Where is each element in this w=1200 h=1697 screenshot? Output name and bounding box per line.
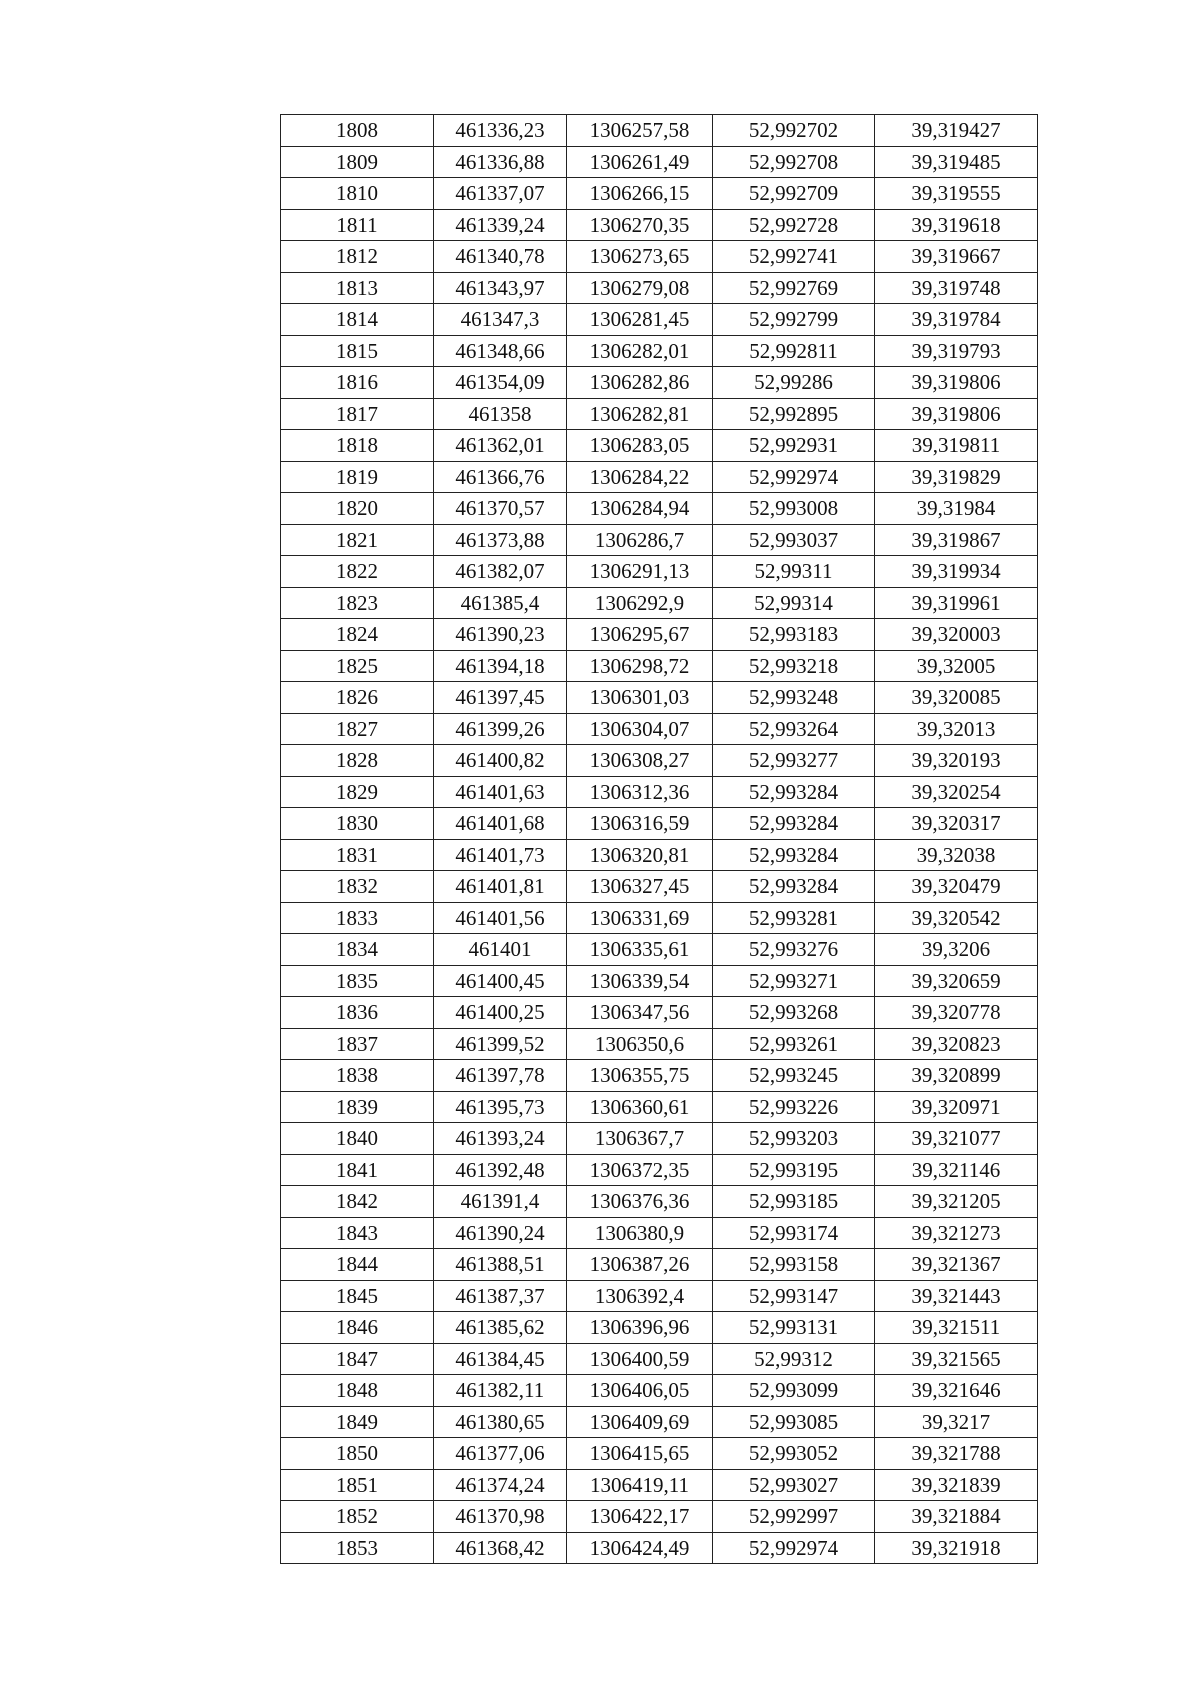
point-number-cell: 1830 — [281, 808, 434, 840]
x-coordinate-cell: 461397,78 — [434, 1060, 567, 1092]
y-coordinate-cell: 1306320,81 — [567, 839, 713, 871]
x-coordinate-cell: 461347,3 — [434, 304, 567, 336]
y-coordinate-cell: 1306387,26 — [567, 1249, 713, 1281]
longitude-cell: 39,32038 — [875, 839, 1038, 871]
latitude-cell: 52,993185 — [713, 1186, 875, 1218]
x-coordinate-cell: 461401,73 — [434, 839, 567, 871]
x-coordinate-cell: 461374,24 — [434, 1469, 567, 1501]
longitude-cell: 39,320542 — [875, 902, 1038, 934]
table-row — [281, 871, 1038, 903]
point-number-cell: 1843 — [281, 1217, 434, 1249]
point-number-cell: 1816 — [281, 367, 434, 399]
longitude-cell: 39,3217 — [875, 1406, 1038, 1438]
point-number-cell: 1840 — [281, 1123, 434, 1155]
x-coordinate-cell: 461339,24 — [434, 209, 567, 241]
longitude-cell: 39,319748 — [875, 272, 1038, 304]
longitude-cell: 39,319806 — [875, 398, 1038, 430]
y-coordinate-cell: 1306331,69 — [567, 902, 713, 934]
x-coordinate-cell: 461343,97 — [434, 272, 567, 304]
latitude-cell: 52,993277 — [713, 745, 875, 777]
table-row — [281, 524, 1038, 556]
x-coordinate-cell: 461401 — [434, 934, 567, 966]
point-number-cell: 1823 — [281, 587, 434, 619]
longitude-cell: 39,321884 — [875, 1501, 1038, 1533]
latitude-cell: 52,992997 — [713, 1501, 875, 1533]
point-number-cell: 1833 — [281, 902, 434, 934]
x-coordinate-cell: 461366,76 — [434, 461, 567, 493]
longitude-cell: 39,32005 — [875, 650, 1038, 682]
table-row — [281, 367, 1038, 399]
point-number-cell: 1838 — [281, 1060, 434, 1092]
longitude-cell: 39,321918 — [875, 1532, 1038, 1564]
x-coordinate-cell: 461393,24 — [434, 1123, 567, 1155]
longitude-cell: 39,320971 — [875, 1091, 1038, 1123]
longitude-cell: 39,320003 — [875, 619, 1038, 651]
coordinates-table — [280, 114, 1038, 1564]
longitude-cell: 39,319934 — [875, 556, 1038, 588]
point-number-cell: 1839 — [281, 1091, 434, 1123]
point-number-cell: 1814 — [281, 304, 434, 336]
x-coordinate-cell: 461395,73 — [434, 1091, 567, 1123]
y-coordinate-cell: 1306380,9 — [567, 1217, 713, 1249]
table-row — [281, 272, 1038, 304]
table-row — [281, 650, 1038, 682]
table-row — [281, 209, 1038, 241]
point-number-cell: 1818 — [281, 430, 434, 462]
latitude-cell: 52,993027 — [713, 1469, 875, 1501]
latitude-cell: 52,993248 — [713, 682, 875, 714]
latitude-cell: 52,99314 — [713, 587, 875, 619]
y-coordinate-cell: 1306327,45 — [567, 871, 713, 903]
longitude-cell: 39,3206 — [875, 934, 1038, 966]
y-coordinate-cell: 1306347,56 — [567, 997, 713, 1029]
y-coordinate-cell: 1306284,22 — [567, 461, 713, 493]
latitude-cell: 52,993158 — [713, 1249, 875, 1281]
longitude-cell: 39,319618 — [875, 209, 1038, 241]
table-row — [281, 776, 1038, 808]
table-row — [281, 1312, 1038, 1344]
table-row — [281, 1060, 1038, 1092]
point-number-cell: 1848 — [281, 1375, 434, 1407]
table-row — [281, 430, 1038, 462]
longitude-cell: 39,319555 — [875, 178, 1038, 210]
table-row — [281, 619, 1038, 651]
latitude-cell: 52,99286 — [713, 367, 875, 399]
x-coordinate-cell: 461388,51 — [434, 1249, 567, 1281]
y-coordinate-cell: 1306424,49 — [567, 1532, 713, 1564]
longitude-cell: 39,319793 — [875, 335, 1038, 367]
y-coordinate-cell: 1306312,36 — [567, 776, 713, 808]
table-row — [281, 902, 1038, 934]
table-row — [281, 241, 1038, 273]
x-coordinate-cell: 461390,23 — [434, 619, 567, 651]
x-coordinate-cell: 461401,68 — [434, 808, 567, 840]
table-row — [281, 178, 1038, 210]
x-coordinate-cell: 461370,57 — [434, 493, 567, 525]
y-coordinate-cell: 1306396,96 — [567, 1312, 713, 1344]
x-coordinate-cell: 461358 — [434, 398, 567, 430]
point-number-cell: 1835 — [281, 965, 434, 997]
y-coordinate-cell: 1306422,17 — [567, 1501, 713, 1533]
table-row — [281, 808, 1038, 840]
latitude-cell: 52,992974 — [713, 461, 875, 493]
x-coordinate-cell: 461336,23 — [434, 115, 567, 147]
x-coordinate-cell: 461380,65 — [434, 1406, 567, 1438]
table-row — [281, 493, 1038, 525]
y-coordinate-cell: 1306406,05 — [567, 1375, 713, 1407]
latitude-cell: 52,992895 — [713, 398, 875, 430]
latitude-cell: 52,993271 — [713, 965, 875, 997]
table-row — [281, 1438, 1038, 1470]
longitude-cell: 39,320479 — [875, 871, 1038, 903]
longitude-cell: 39,320317 — [875, 808, 1038, 840]
point-number-cell: 1853 — [281, 1532, 434, 1564]
y-coordinate-cell: 1306409,69 — [567, 1406, 713, 1438]
latitude-cell: 52,993284 — [713, 839, 875, 871]
table-row — [281, 1469, 1038, 1501]
longitude-cell: 39,319427 — [875, 115, 1038, 147]
longitude-cell: 39,321565 — [875, 1343, 1038, 1375]
x-coordinate-cell: 461401,63 — [434, 776, 567, 808]
x-coordinate-cell: 461399,26 — [434, 713, 567, 745]
x-coordinate-cell: 461400,82 — [434, 745, 567, 777]
longitude-cell: 39,319961 — [875, 587, 1038, 619]
longitude-cell: 39,320254 — [875, 776, 1038, 808]
latitude-cell: 52,993085 — [713, 1406, 875, 1438]
point-number-cell: 1809 — [281, 146, 434, 178]
x-coordinate-cell: 461340,78 — [434, 241, 567, 273]
y-coordinate-cell: 1306270,35 — [567, 209, 713, 241]
latitude-cell: 52,993131 — [713, 1312, 875, 1344]
point-number-cell: 1836 — [281, 997, 434, 1029]
table-row — [281, 1186, 1038, 1218]
x-coordinate-cell: 461391,4 — [434, 1186, 567, 1218]
y-coordinate-cell: 1306376,36 — [567, 1186, 713, 1218]
latitude-cell: 52,993218 — [713, 650, 875, 682]
y-coordinate-cell: 1306301,03 — [567, 682, 713, 714]
longitude-cell: 39,319829 — [875, 461, 1038, 493]
latitude-cell: 52,993284 — [713, 871, 875, 903]
longitude-cell: 39,321273 — [875, 1217, 1038, 1249]
latitude-cell: 52,993268 — [713, 997, 875, 1029]
y-coordinate-cell: 1306281,45 — [567, 304, 713, 336]
x-coordinate-cell: 461390,24 — [434, 1217, 567, 1249]
point-number-cell: 1815 — [281, 335, 434, 367]
table-row — [281, 1280, 1038, 1312]
table-row — [281, 556, 1038, 588]
x-coordinate-cell: 461382,11 — [434, 1375, 567, 1407]
latitude-cell: 52,993147 — [713, 1280, 875, 1312]
longitude-cell: 39,319667 — [875, 241, 1038, 273]
table-row — [281, 461, 1038, 493]
longitude-cell: 39,321443 — [875, 1280, 1038, 1312]
point-number-cell: 1826 — [281, 682, 434, 714]
y-coordinate-cell: 1306291,13 — [567, 556, 713, 588]
y-coordinate-cell: 1306298,72 — [567, 650, 713, 682]
x-coordinate-cell: 461336,88 — [434, 146, 567, 178]
y-coordinate-cell: 1306273,65 — [567, 241, 713, 273]
point-number-cell: 1837 — [281, 1028, 434, 1060]
latitude-cell: 52,993203 — [713, 1123, 875, 1155]
point-number-cell: 1817 — [281, 398, 434, 430]
table-row — [281, 1028, 1038, 1060]
table-row — [281, 587, 1038, 619]
longitude-cell: 39,319784 — [875, 304, 1038, 336]
point-number-cell: 1828 — [281, 745, 434, 777]
point-number-cell: 1819 — [281, 461, 434, 493]
x-coordinate-cell: 461382,07 — [434, 556, 567, 588]
y-coordinate-cell: 1306400,59 — [567, 1343, 713, 1375]
y-coordinate-cell: 1306360,61 — [567, 1091, 713, 1123]
longitude-cell: 39,321367 — [875, 1249, 1038, 1281]
latitude-cell: 52,993099 — [713, 1375, 875, 1407]
table-row — [281, 745, 1038, 777]
table-row — [281, 304, 1038, 336]
y-coordinate-cell: 1306292,9 — [567, 587, 713, 619]
longitude-cell: 39,319806 — [875, 367, 1038, 399]
y-coordinate-cell: 1306284,94 — [567, 493, 713, 525]
x-coordinate-cell: 461399,52 — [434, 1028, 567, 1060]
table-row — [281, 713, 1038, 745]
point-number-cell: 1827 — [281, 713, 434, 745]
x-coordinate-cell: 461394,18 — [434, 650, 567, 682]
table-row — [281, 682, 1038, 714]
x-coordinate-cell: 461385,62 — [434, 1312, 567, 1344]
y-coordinate-cell: 1306266,15 — [567, 178, 713, 210]
table-row — [281, 997, 1038, 1029]
point-number-cell: 1846 — [281, 1312, 434, 1344]
y-coordinate-cell: 1306295,67 — [567, 619, 713, 651]
latitude-cell: 52,993174 — [713, 1217, 875, 1249]
point-number-cell: 1822 — [281, 556, 434, 588]
y-coordinate-cell: 1306308,27 — [567, 745, 713, 777]
x-coordinate-cell: 461337,07 — [434, 178, 567, 210]
coordinates-table-body — [281, 115, 1038, 1564]
x-coordinate-cell: 461401,81 — [434, 871, 567, 903]
latitude-cell: 52,993281 — [713, 902, 875, 934]
latitude-cell: 52,993245 — [713, 1060, 875, 1092]
y-coordinate-cell: 1306355,75 — [567, 1060, 713, 1092]
table-row — [281, 1123, 1038, 1155]
longitude-cell: 39,321511 — [875, 1312, 1038, 1344]
latitude-cell: 52,992799 — [713, 304, 875, 336]
y-coordinate-cell: 1306257,58 — [567, 115, 713, 147]
x-coordinate-cell: 461384,45 — [434, 1343, 567, 1375]
point-number-cell: 1850 — [281, 1438, 434, 1470]
longitude-cell: 39,321146 — [875, 1154, 1038, 1186]
y-coordinate-cell: 1306283,05 — [567, 430, 713, 462]
latitude-cell: 52,992702 — [713, 115, 875, 147]
point-number-cell: 1824 — [281, 619, 434, 651]
x-coordinate-cell: 461377,06 — [434, 1438, 567, 1470]
point-number-cell: 1844 — [281, 1249, 434, 1281]
longitude-cell: 39,321077 — [875, 1123, 1038, 1155]
latitude-cell: 52,993037 — [713, 524, 875, 556]
point-number-cell: 1841 — [281, 1154, 434, 1186]
point-number-cell: 1834 — [281, 934, 434, 966]
y-coordinate-cell: 1306282,01 — [567, 335, 713, 367]
longitude-cell: 39,320778 — [875, 997, 1038, 1029]
longitude-cell: 39,320899 — [875, 1060, 1038, 1092]
point-number-cell: 1842 — [281, 1186, 434, 1218]
latitude-cell: 52,993264 — [713, 713, 875, 745]
point-number-cell: 1808 — [281, 115, 434, 147]
y-coordinate-cell: 1306304,07 — [567, 713, 713, 745]
longitude-cell: 39,320659 — [875, 965, 1038, 997]
y-coordinate-cell: 1306372,35 — [567, 1154, 713, 1186]
table-row — [281, 398, 1038, 430]
latitude-cell: 52,99311 — [713, 556, 875, 588]
latitude-cell: 52,992728 — [713, 209, 875, 241]
table-row — [281, 934, 1038, 966]
x-coordinate-cell: 461354,09 — [434, 367, 567, 399]
table-row — [281, 1217, 1038, 1249]
longitude-cell: 39,319485 — [875, 146, 1038, 178]
x-coordinate-cell: 461370,98 — [434, 1501, 567, 1533]
y-coordinate-cell: 1306282,86 — [567, 367, 713, 399]
x-coordinate-cell: 461368,42 — [434, 1532, 567, 1564]
point-number-cell: 1825 — [281, 650, 434, 682]
y-coordinate-cell: 1306367,7 — [567, 1123, 713, 1155]
longitude-cell: 39,319811 — [875, 430, 1038, 462]
y-coordinate-cell: 1306415,65 — [567, 1438, 713, 1470]
point-number-cell: 1849 — [281, 1406, 434, 1438]
latitude-cell: 52,992974 — [713, 1532, 875, 1564]
latitude-cell: 52,992931 — [713, 430, 875, 462]
point-number-cell: 1820 — [281, 493, 434, 525]
point-number-cell: 1831 — [281, 839, 434, 871]
x-coordinate-cell: 461392,48 — [434, 1154, 567, 1186]
point-number-cell: 1821 — [281, 524, 434, 556]
point-number-cell: 1851 — [281, 1469, 434, 1501]
table-row — [281, 1091, 1038, 1123]
point-number-cell: 1847 — [281, 1343, 434, 1375]
latitude-cell: 52,993008 — [713, 493, 875, 525]
x-coordinate-cell: 461387,37 — [434, 1280, 567, 1312]
point-number-cell: 1845 — [281, 1280, 434, 1312]
x-coordinate-cell: 461400,45 — [434, 965, 567, 997]
y-coordinate-cell: 1306316,59 — [567, 808, 713, 840]
x-coordinate-cell: 461373,88 — [434, 524, 567, 556]
longitude-cell: 39,321839 — [875, 1469, 1038, 1501]
point-number-cell: 1813 — [281, 272, 434, 304]
table-row — [281, 1249, 1038, 1281]
longitude-cell: 39,321646 — [875, 1375, 1038, 1407]
y-coordinate-cell: 1306392,4 — [567, 1280, 713, 1312]
table-row — [281, 1154, 1038, 1186]
longitude-cell: 39,319867 — [875, 524, 1038, 556]
table-row — [281, 115, 1038, 147]
y-coordinate-cell: 1306282,81 — [567, 398, 713, 430]
latitude-cell: 52,992769 — [713, 272, 875, 304]
latitude-cell: 52,993284 — [713, 808, 875, 840]
latitude-cell: 52,993226 — [713, 1091, 875, 1123]
latitude-cell: 52,992708 — [713, 146, 875, 178]
latitude-cell: 52,993195 — [713, 1154, 875, 1186]
x-coordinate-cell: 461397,45 — [434, 682, 567, 714]
latitude-cell: 52,993284 — [713, 776, 875, 808]
y-coordinate-cell: 1306419,11 — [567, 1469, 713, 1501]
point-number-cell: 1812 — [281, 241, 434, 273]
longitude-cell: 39,320193 — [875, 745, 1038, 777]
point-number-cell: 1810 — [281, 178, 434, 210]
point-number-cell: 1832 — [281, 871, 434, 903]
y-coordinate-cell: 1306335,61 — [567, 934, 713, 966]
latitude-cell: 52,993261 — [713, 1028, 875, 1060]
x-coordinate-cell: 461348,66 — [434, 335, 567, 367]
longitude-cell: 39,31984 — [875, 493, 1038, 525]
point-number-cell: 1811 — [281, 209, 434, 241]
y-coordinate-cell: 1306339,54 — [567, 965, 713, 997]
x-coordinate-cell: 461362,01 — [434, 430, 567, 462]
table-row — [281, 146, 1038, 178]
y-coordinate-cell: 1306261,49 — [567, 146, 713, 178]
x-coordinate-cell: 461385,4 — [434, 587, 567, 619]
latitude-cell: 52,992811 — [713, 335, 875, 367]
table-row — [281, 1343, 1038, 1375]
x-coordinate-cell: 461400,25 — [434, 997, 567, 1029]
table-row — [281, 335, 1038, 367]
table-row — [281, 839, 1038, 871]
y-coordinate-cell: 1306279,08 — [567, 272, 713, 304]
longitude-cell: 39,321788 — [875, 1438, 1038, 1470]
x-coordinate-cell: 461401,56 — [434, 902, 567, 934]
table-row — [281, 1375, 1038, 1407]
longitude-cell: 39,320085 — [875, 682, 1038, 714]
longitude-cell: 39,320823 — [875, 1028, 1038, 1060]
table-row — [281, 965, 1038, 997]
table-row — [281, 1532, 1038, 1564]
latitude-cell: 52,99312 — [713, 1343, 875, 1375]
latitude-cell: 52,992741 — [713, 241, 875, 273]
y-coordinate-cell: 1306350,6 — [567, 1028, 713, 1060]
point-number-cell: 1852 — [281, 1501, 434, 1533]
longitude-cell: 39,321205 — [875, 1186, 1038, 1218]
latitude-cell: 52,993052 — [713, 1438, 875, 1470]
latitude-cell: 52,992709 — [713, 178, 875, 210]
latitude-cell: 52,993183 — [713, 619, 875, 651]
latitude-cell: 52,993276 — [713, 934, 875, 966]
point-number-cell: 1829 — [281, 776, 434, 808]
y-coordinate-cell: 1306286,7 — [567, 524, 713, 556]
table-row — [281, 1501, 1038, 1533]
table-row — [281, 1406, 1038, 1438]
longitude-cell: 39,32013 — [875, 713, 1038, 745]
